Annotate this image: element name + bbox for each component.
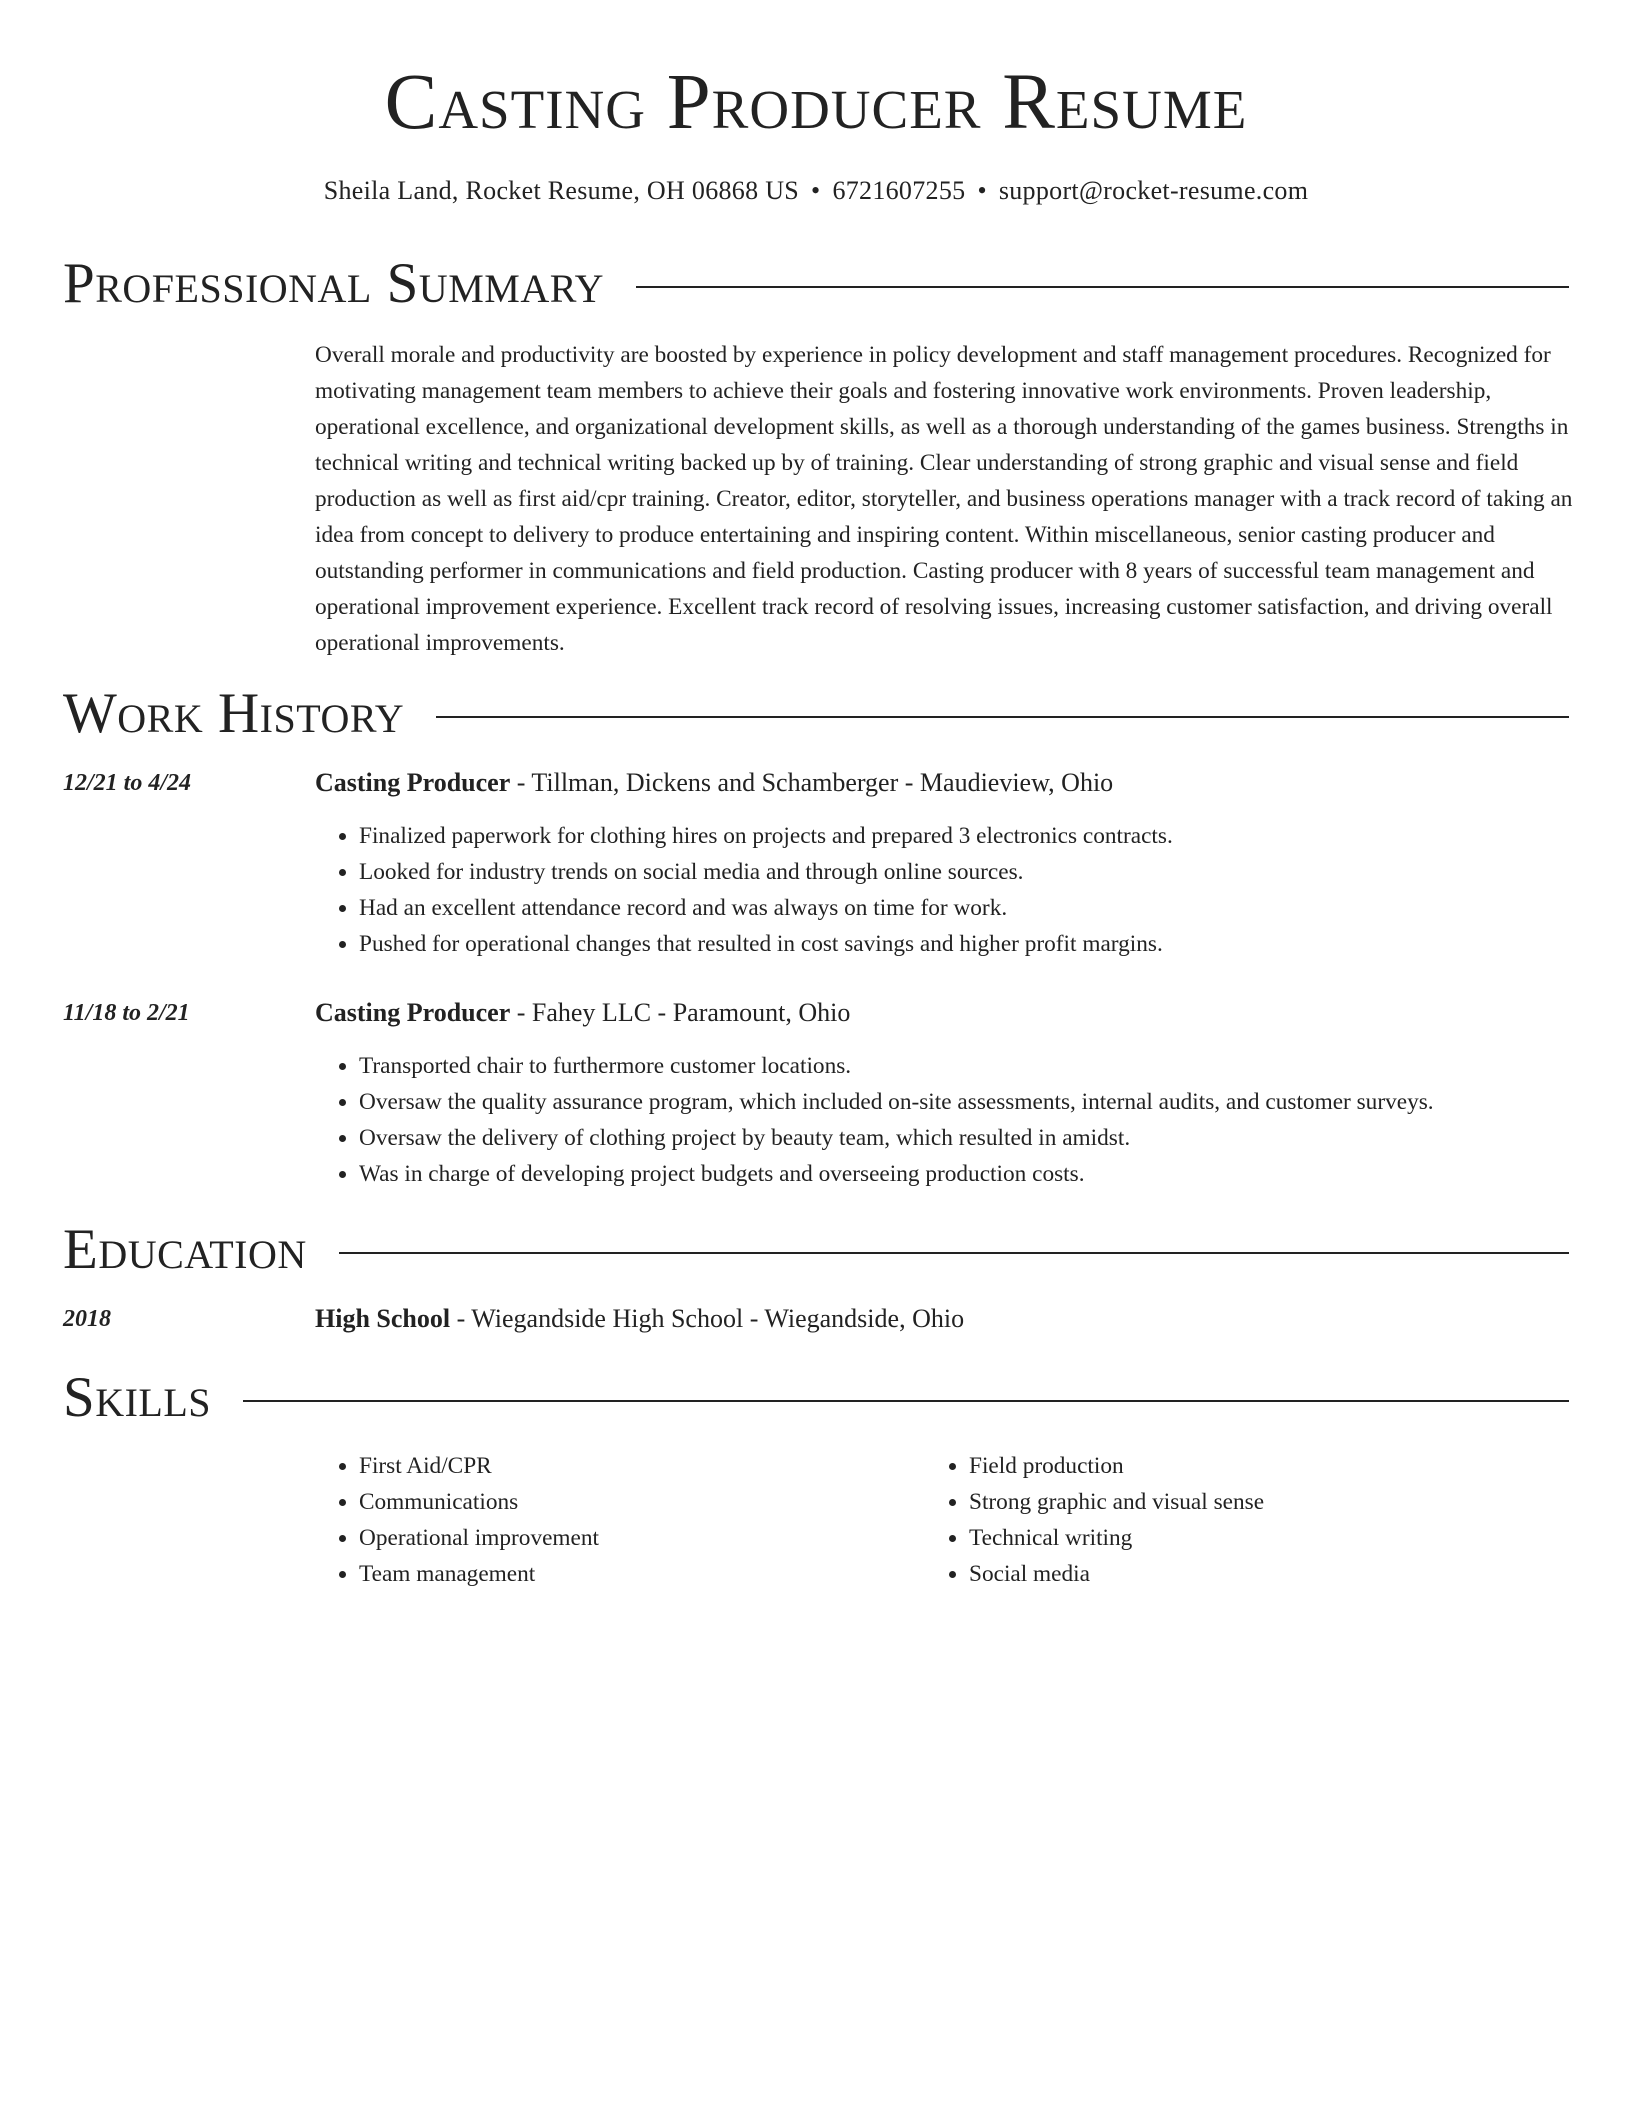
summary-heading: Professional Summary <box>63 252 605 315</box>
skills-section-header <box>63 1366 1569 1430</box>
contact-line <box>0 174 1632 208</box>
job-heading <box>315 996 850 1030</box>
summary-section-header <box>63 252 1569 316</box>
summary-text: Overall morale and productivity are boosted by experience in policy development and staff management procedures. Recognized for motivating management team members to achieve their goals and fostering innovative work environments. Proven leadership, operational excellence, and organizational development skills, as well as a thorough understanding of the games business. Strengths in technical writing and technical writing backed up by of training. Clear understanding of strong graphic and visual sense and field production as well as first aid/cpr training. Creator, editor, storyteller, and business operations manager with a track record of taking an idea from concept to delivery to produce entertaining and inspiring content. Within miscellaneous, senior casting producer and outstanding performer in communications and field production. Casting producer with 8 years of successful team management and operational improvement experience. Excellent track record of resolving issues, increasing customer satisfaction, and driving overall operational improvements. <box>315 342 1573 656</box>
education-details: - Wiegandside High School - Wiegandside, Ohio <box>450 1304 965 1333</box>
job-bullet: • Had an excellent attendance record and was always on time for work. <box>359 890 1173 926</box>
job-bullets <box>315 818 1173 962</box>
resume-title: Casting Producer Resume <box>384 59 1248 146</box>
skill-item: • Operational improvement <box>359 1520 599 1556</box>
education-heading-line <box>315 1302 964 1336</box>
job-details: - Tillman, Dickens and Schamberger - Maudieview, Ohio <box>510 768 1114 797</box>
job-details: - Fahey LLC - Paramount, Ohio <box>510 998 851 1027</box>
job-bullet: • Transported chair to furthermore customer locations. <box>359 1048 1434 1084</box>
job-bullet: • Oversaw the quality assurance program, which included on-site assessments, internal audits, and customer surveys. <box>359 1084 1434 1120</box>
section-divider <box>243 1400 1569 1402</box>
work-section-header <box>63 682 1569 746</box>
section-divider <box>636 286 1569 288</box>
job-title: Casting Producer <box>315 998 511 1027</box>
skill-item: • Strong graphic and visual sense <box>969 1484 1264 1520</box>
work-heading: Work History <box>63 682 405 745</box>
contact-address: Sheila Land, Rocket Resume, OH 06868 US <box>323 176 800 205</box>
job-dates: 12/21 to 4/24 <box>63 770 192 796</box>
job-bullet: • Was in charge of developing project budgets and overseeing production costs. <box>359 1156 1434 1192</box>
education-year: 2018 <box>63 1306 111 1332</box>
skill-item: • Social media <box>969 1556 1264 1592</box>
education-section-header <box>63 1218 1569 1282</box>
job-bullets <box>315 1048 1434 1192</box>
skill-item: • Communications <box>359 1484 599 1520</box>
job-title: Casting Producer <box>315 768 511 797</box>
job-dates: 11/18 to 2/21 <box>63 1000 190 1026</box>
education-heading: Education <box>63 1218 307 1281</box>
contact-email[interactable]: support@rocket-resume.com <box>998 176 1309 205</box>
contact-separator: • <box>977 176 987 205</box>
skill-item: • Technical writing <box>969 1520 1264 1556</box>
contact-phone: 6721607255 <box>832 176 966 205</box>
job-bullet: • Finalized paperwork for clothing hires on projects and prepared 3 electronics contracts. <box>359 818 1173 854</box>
skills-heading: Skills <box>63 1366 212 1429</box>
skills-list-right <box>925 1448 1264 1592</box>
job-heading <box>315 766 1113 800</box>
job-bullet: • Looked for industry trends on social media and through online sources. <box>359 854 1173 890</box>
skill-item: • Field production <box>969 1448 1264 1484</box>
skill-item: • Team management <box>359 1556 599 1592</box>
job-bullet: • Pushed for operational changes that resulted in cost savings and higher profit margins. <box>359 926 1173 962</box>
section-divider <box>339 1252 1569 1254</box>
skill-item: • First Aid/CPR <box>359 1448 599 1484</box>
job-bullet: • Oversaw the delivery of clothing project by beauty team, which resulted in amidst. <box>359 1120 1434 1156</box>
skills-list-left <box>315 1448 599 1592</box>
section-divider <box>436 716 1569 718</box>
contact-separator: • <box>811 176 821 205</box>
education-degree: High School <box>315 1304 451 1333</box>
